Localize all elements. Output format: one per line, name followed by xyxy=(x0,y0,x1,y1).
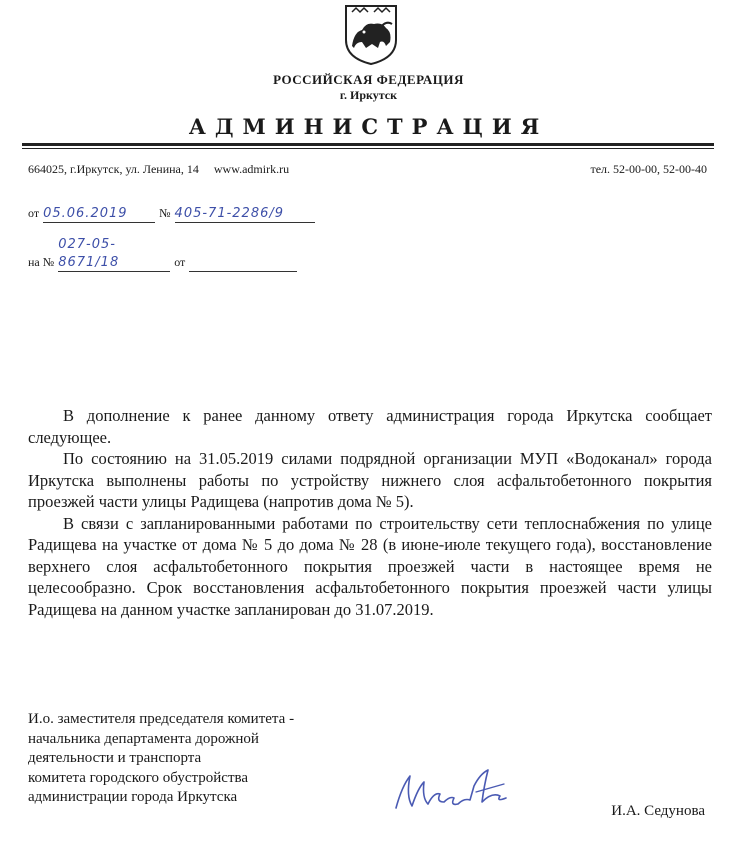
outgoing-reference xyxy=(28,204,315,223)
website: www.admirk.ru xyxy=(213,162,290,176)
country-name: РОССИЙСКАЯ ФЕДЕРАЦИЯ xyxy=(273,72,464,87)
organization-title: АДМИНИСТРАЦИЯ xyxy=(188,114,549,139)
address-line xyxy=(28,162,289,177)
incoming-reference xyxy=(28,235,297,272)
reply-number-value: 027-05-8671/18 xyxy=(58,237,120,270)
reply-number-field xyxy=(58,235,170,272)
position-line: начальника департамента дорожной xyxy=(28,730,259,747)
number-value: 405-71-2286/9 xyxy=(174,206,285,221)
date-prefix: от xyxy=(28,206,40,220)
position-line: администрации города Иркутска xyxy=(28,789,238,805)
header-rule-thin xyxy=(22,148,714,149)
number-field xyxy=(175,204,315,223)
position-line: И.о. заместителя председателя комитета - xyxy=(28,711,295,727)
position-line: деятельности и транспорта xyxy=(28,750,202,766)
body-paragraph: В связи с запланированными работами по строительству сети теплоснабжения по улице Радищева на участке от дома № 5 до дома № 28 (в июне-июле текущего года), восстановление верхнего слоя асфальтобетонного покрытия проезжей части в настоящее время не целесообразно. Срок восстановления асфальтобетонного покрытия проезжей части улицы Радищева на данном участке запланирован до 31.07.2019. xyxy=(28,513,712,619)
reply-date-prefix: от xyxy=(174,255,186,269)
position-line: комитета городского обустройства xyxy=(28,769,249,786)
header-rule-thick xyxy=(22,143,714,146)
address: 664025, г.Иркутск, ул. Ленина, 14 xyxy=(28,162,199,176)
reply-prefix: на № xyxy=(28,255,55,269)
number-prefix: № xyxy=(159,206,171,220)
body-paragraph: По состоянию на 31.05.2019 силами подрядной организации МУП «Водоканал» города Иркутска выполнены работы по устройству нижнего слоя асфальтобетонного покрытия проезжей части улицы Радищева (напротив дома № 5). xyxy=(28,449,712,511)
signatory-position xyxy=(28,710,294,808)
city-name: г. Иркутск xyxy=(339,88,398,102)
reply-date-field xyxy=(189,253,297,272)
body-paragraph: В дополнение к ранее данному ответу администрация города Иркутска сообщает следующее. xyxy=(28,406,712,447)
coat-of-arms-icon xyxy=(340,2,402,66)
date-value: 05.06.2019 xyxy=(43,206,128,221)
signer-name: И.А. Седунова xyxy=(611,803,705,819)
letter-body xyxy=(28,405,712,620)
date-field xyxy=(43,204,155,223)
phones: тел. 52-00-00, 52-00-40 xyxy=(590,162,707,176)
handwritten-signature-icon xyxy=(388,762,528,820)
